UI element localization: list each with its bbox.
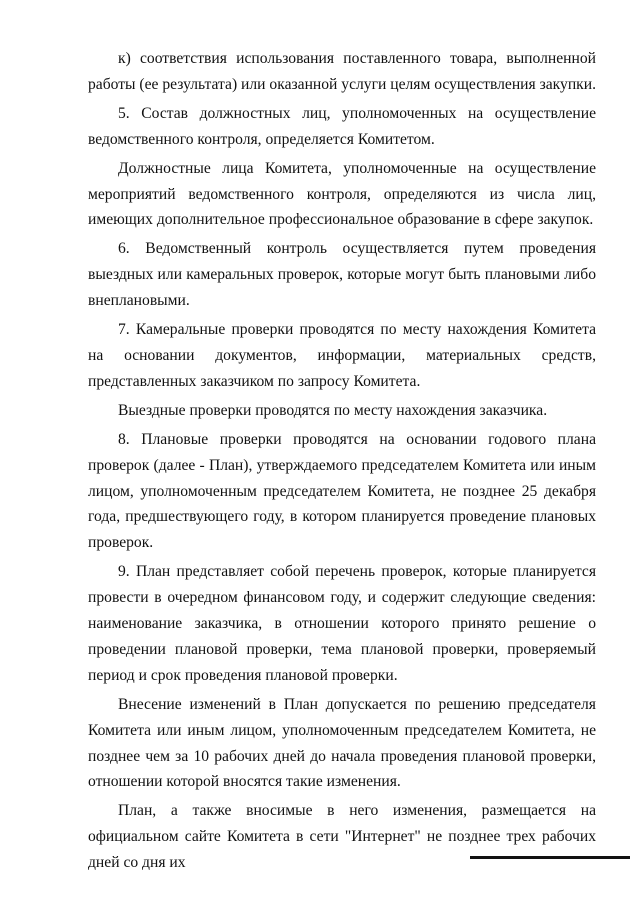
paragraph-plan-publication: План, а также вносимые в него изменения, размещается на официальном сайте Комитета в сети "Интернет" не позднее трех рабочих дней со дня их bbox=[88, 802, 596, 872]
document-body bbox=[88, 46, 596, 879]
paragraph-5: 5. Состав должностных лиц, уполномоченных на осуществление ведомственного контроля, определяется Комитетом. bbox=[88, 104, 596, 148]
paragraph-9: 9. План представляет собой перечень проверок, которые планируется провести в очередном финансовом году, и содержит следующие сведения: наименование заказчика, в отношении которого принято решение о проведении плановой проверки, тема плановой проверки, проверяемый период и срок проведения плановой проверки. bbox=[88, 563, 596, 684]
paragraph-k: к) соответствия использования поставленного товара, выполненной работы (ее результата) или оказанной услуги целям осуществления закупки. bbox=[88, 50, 596, 93]
paragraph-field-checks: Выездные проверки проводятся по месту нахождения заказчика. bbox=[118, 401, 548, 419]
paragraph-8: 8. Плановые проверки проводятся на основании годового плана проверок (далее - План), утверждаемого председателем Комитета или иным лицом, уполномоченным председателем Комитета, не позднее 25 декабря года, предшествующего году, в котором планируется проведение плановых проверок. bbox=[88, 430, 596, 552]
paragraph-plan-changes: Внесение изменений в План допускается по решению председателя Комитета или иным лицом, уполномоченным председателем Комитета, не позднее чем за 10 рабочих дней до начала проведения плановой проверки, отношении которой вносятся такие изменения. bbox=[88, 695, 596, 791]
paragraph-officials: Должностные лица Комитета, уполномоченные на осуществление мероприятий ведомственного контроля, определяются из числа лиц, имеющих дополнительное профессиональное образование в сфере закупок. bbox=[88, 159, 596, 229]
footer-rule bbox=[470, 856, 630, 859]
paragraph-7: 7. Камеральные проверки проводятся по месту нахождения Комитета на основании документов, информации, материальных средств, представленных заказчиком по запросу Комитета. bbox=[88, 321, 596, 390]
paragraph-6: 6. Ведомственный контроль осуществляется путем проведения выездных или камеральных проверок, которые могут быть плановыми либо внеплановыми. bbox=[88, 240, 596, 310]
